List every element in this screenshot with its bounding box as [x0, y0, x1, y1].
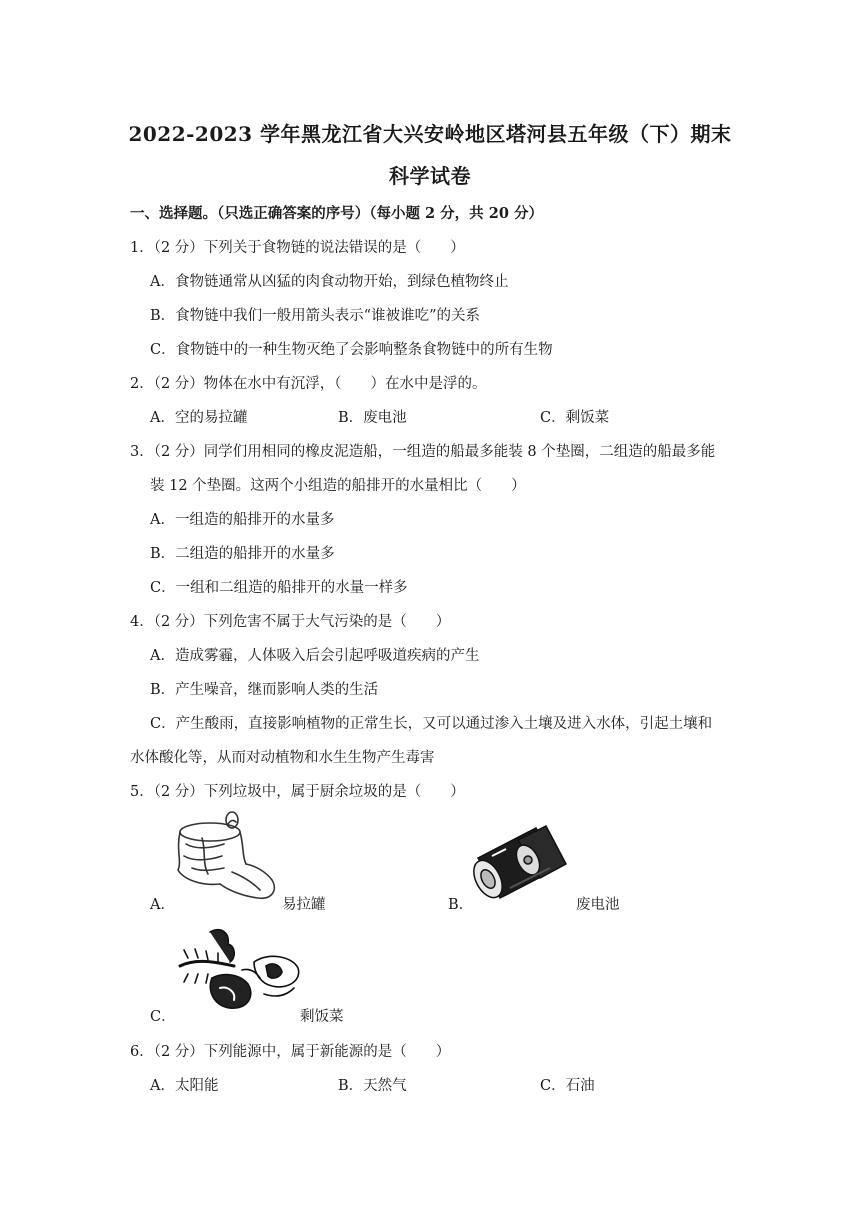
question-4-option-a: A．造成雾霾，人体吸入后会引起呼吸道疾病的产生	[150, 648, 480, 664]
question-4-option-c-line-1: C．产生酸雨，直接影响植物的正常生长，又可以通过渗入土壤及进入水体，引起土壤和	[150, 716, 713, 732]
leftover-food-image	[176, 922, 306, 1018]
exam-title-line-1: 2022-2023 学年黑龙江省大兴安岭地区塔河县五年级（下）期末	[128, 122, 732, 146]
crushed-can-image	[172, 810, 282, 910]
question-5-option-c-label: 剩饭菜	[300, 1009, 344, 1025]
question-3-stem-line-1: 3．（2 分）同学们用相同的橡皮泥造船，一组造的船最多能装 8 个垫圈，二组造的船最多能	[130, 444, 716, 460]
question-5-option-c-letter: C．	[150, 1009, 176, 1025]
question-6-option-c: C．石油	[540, 1078, 595, 1094]
question-6-stem: 6．（2 分）下列能源中，属于新能源的是（ ）	[130, 1044, 451, 1060]
question-4-option-b: B．产生噪音，继而影响人类的生活	[150, 682, 379, 698]
question-3-option-b: B．二组造的船排开的水量多	[150, 546, 335, 562]
question-3-stem-line-2: 装 12 个垫圈。这两个小组造的船排开的水量相比（ ）	[150, 478, 526, 494]
question-5-option-a-label: 易拉罐	[282, 897, 326, 913]
question-2-option-a: A．空的易拉罐	[150, 410, 248, 426]
section-heading-choice: 一、选择题。（只选正确答案的序号）（每小题 2 分，共 20 分）	[130, 205, 543, 222]
question-1-option-b: B．食物链中我们一般用箭头表示“谁被谁吃”的关系	[150, 308, 480, 324]
question-1-option-c: C．食物链中的一种生物灭绝了会影响整条食物链中的所有生物	[150, 342, 553, 358]
question-5-option-a-letter: A．	[150, 897, 175, 913]
question-3-option-c: C．一组和二组造的船排开的水量一样多	[150, 580, 408, 596]
question-6-option-b: B．天然气	[338, 1078, 407, 1094]
question-5-option-b-letter: B．	[448, 897, 474, 913]
question-2-option-c: C．剩饭菜	[540, 410, 610, 426]
question-1-option-a: A．食物链通常从凶猛的肉食动物开始，到绿色植物终止	[150, 274, 509, 290]
question-4-option-c-line-2: 水体酸化等，从而对动植物和水生生物产生毒害	[130, 750, 435, 766]
question-5-option-b-label: 废电池	[576, 897, 620, 913]
question-4-stem: 4．（2 分）下列危害不属于大气污染的是（ ）	[130, 614, 451, 630]
question-1-stem: 1．（2 分）下列关于食物链的说法错误的是（ ）	[130, 240, 465, 256]
question-5-stem: 5．（2 分）下列垃圾中，属于厨余垃圾的是（ ）	[130, 784, 465, 800]
question-2-option-b: B．废电池	[338, 410, 407, 426]
exam-title-line-2: 科学试卷	[389, 164, 471, 188]
battery-image	[466, 818, 576, 910]
question-3-option-a: A．一组造的船排开的水量多	[150, 512, 335, 528]
question-6-option-a: A．太阳能	[150, 1078, 219, 1094]
question-2-stem: 2．（2 分）物体在水中有沉浮，（ ）在水中是浮的。	[130, 376, 487, 392]
